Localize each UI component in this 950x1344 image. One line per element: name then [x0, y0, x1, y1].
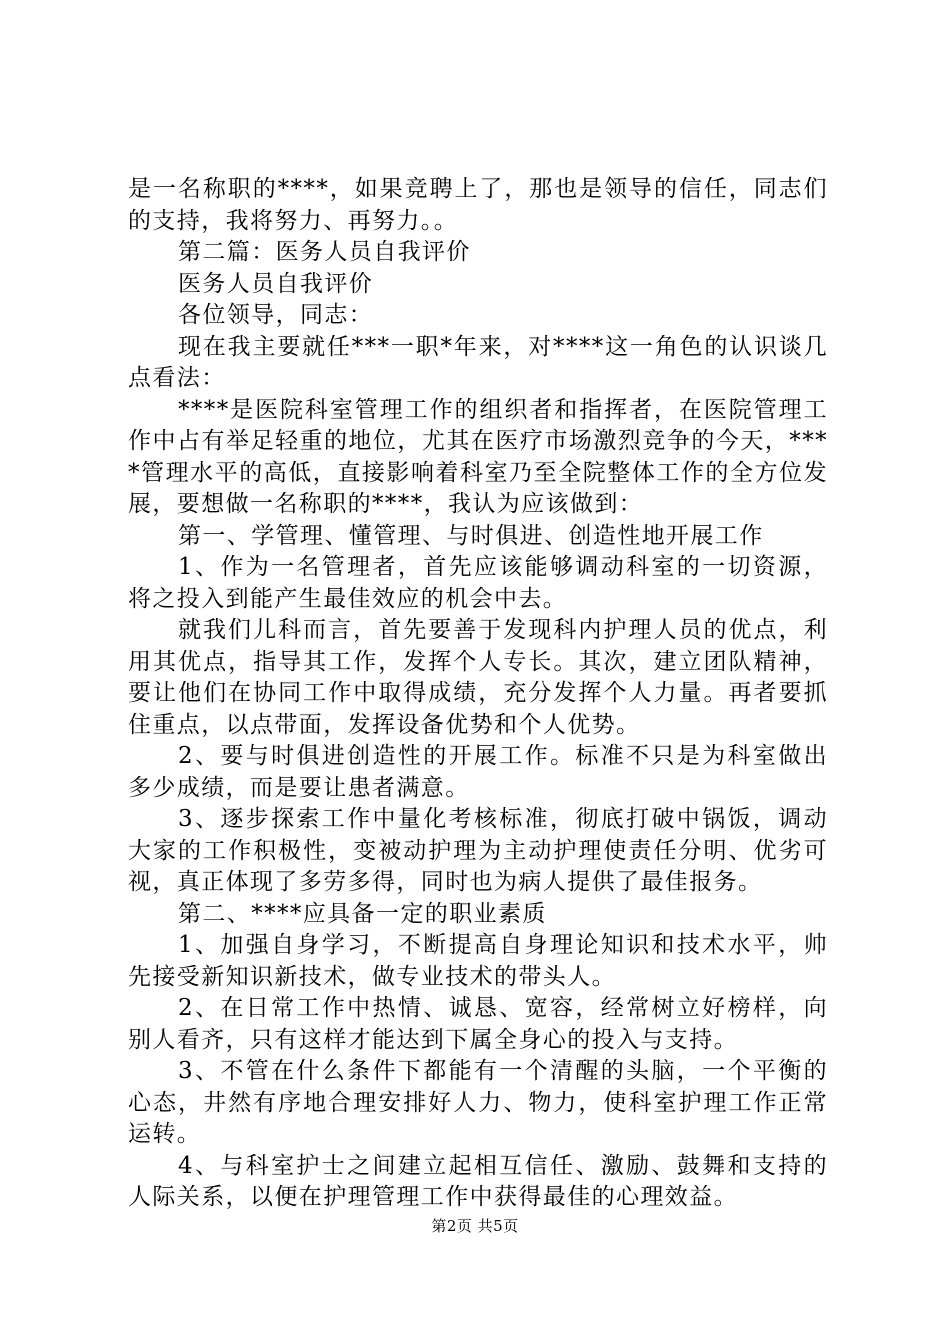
- page-footer: 第2页 共5页: [431, 1217, 519, 1235]
- paragraph-4: 各位领导，同志：: [178, 302, 374, 328]
- paragraph-14: 2、在日常工作中热情、诚恳、宽容，经常树立好榜样，向别人看齐，只有这样才能达到下属全身心的投入与支持。: [128, 995, 828, 1053]
- paragraph-2: 第二篇：医务人员自我评价: [178, 239, 471, 265]
- paragraph-16: 4、与科室护士之间建立起相互信任、激励、鼓舞和支持的人际关系，以便在护理管理工作中获得最佳的心理效益。: [128, 1152, 828, 1210]
- paragraph-6: ****是医院科室管理工作的组织者和指挥者，在医院管理工作中占有举足轻重的地位，尤其在医疗市场激烈竞争的今天，****管理水平的高低，直接影响着科室乃至全院整体工作的全方位发展，要想做一名称职的****，我认为应该做到：: [128, 396, 828, 517]
- paragraph-3: 医务人员自我评价: [178, 270, 374, 297]
- paragraph-8: 1、作为一名管理者，首先应该能够调动科室的一切资源，将之投入到能产生最佳效应的机会中去。: [128, 554, 828, 612]
- paragraph-10: 2、要与时俱进创造性的开展工作。标准不只是为科室做出多少成绩，而是要让患者满意。: [128, 743, 828, 801]
- paragraph-1: 是一名称职的****，如果竞聘上了，那也是领导的信任，同志们的支持，我将努力、再努力。。: [128, 176, 828, 234]
- paragraph-12: 第二、****应具备一定的职业素质: [178, 900, 547, 927]
- paragraph-7: 第一、学管理、懂管理、与时俱进、创造性地开展工作: [178, 522, 764, 549]
- document-body: [128, 174, 828, 1214]
- paragraph-11: 3、逐步探索工作中量化考核标准，彻底打破中锅饭，调动大家的工作积极性，变被动护理为主动护理使责任分明、优劣可视，真正体现了多劳多得，同时也为病人提供了最佳报务。: [128, 806, 828, 895]
- paragraph-13: 1、加强自身学习，不断提高自身理论知识和技术水平，帅先接受新知识新技术，做专业技术的带头人。: [128, 932, 828, 990]
- paragraph-5: 现在我主要就任***一职*年来，对****这一角色的认识谈几点看法：: [128, 333, 828, 391]
- paragraph-15: 3、不管在什么条件下都能有一个清醒的头脑，一个平衡的心态，井然有序地合理安排好人力、物力，使科室护理工作正常运转。: [128, 1058, 828, 1147]
- paragraph-9: 就我们儿科而言，首先要善于发现科内护理人员的优点，利用其优点，指导其工作，发挥个人专长。其次，建立团队精神，要让他们在协同工作中取得成绩，充分发挥个人力量。再者要抓住重点，以点带面，发挥设备优势和个人优势。: [128, 617, 828, 738]
